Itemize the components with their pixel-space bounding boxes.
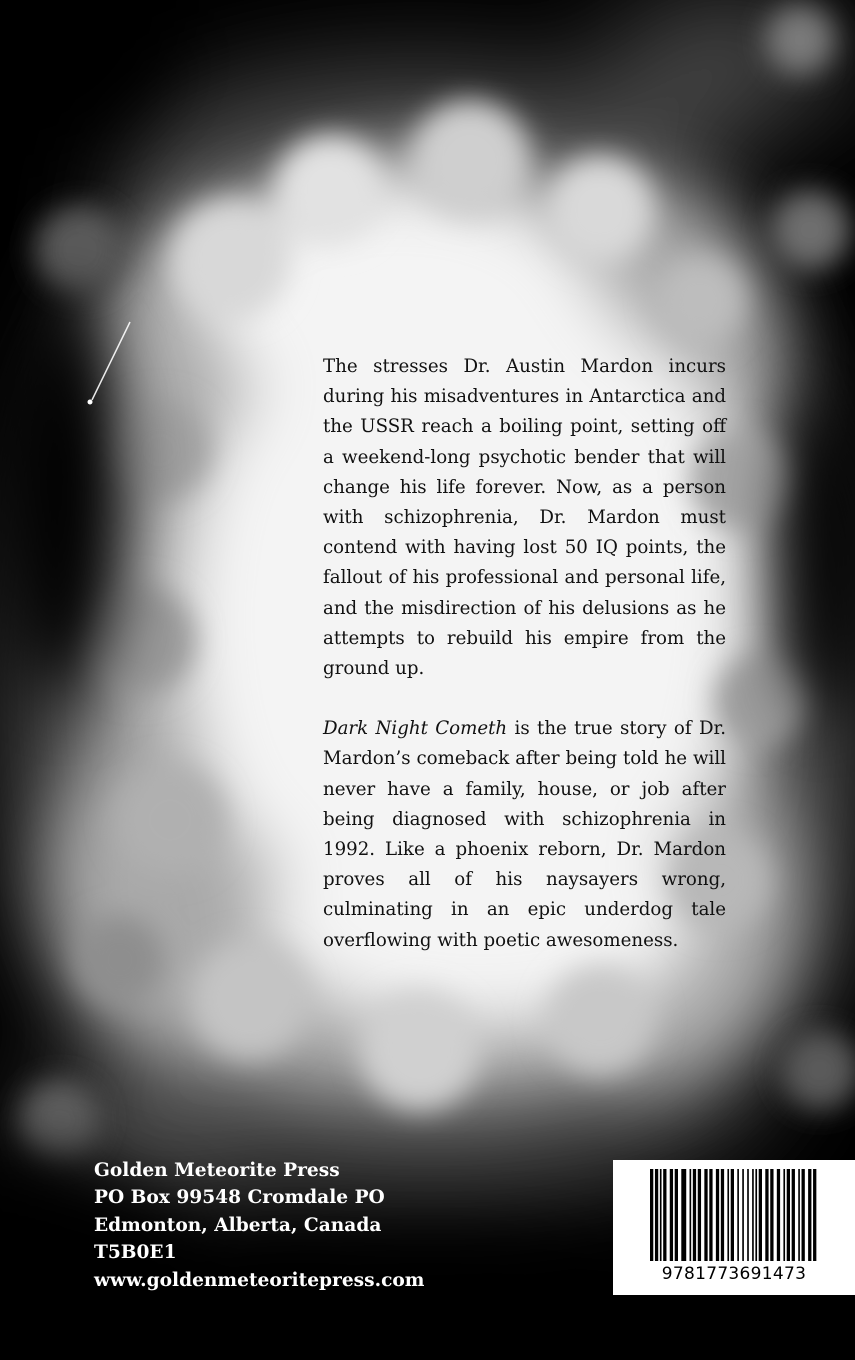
barcode-bar: [675, 1169, 678, 1261]
barcode-bar: [752, 1169, 754, 1261]
barcode-bar: [721, 1169, 724, 1261]
barcode-bar: [731, 1169, 734, 1261]
barcode-bar: [792, 1169, 795, 1261]
barcode-bar: [737, 1169, 739, 1261]
barcode-bar: [681, 1169, 686, 1261]
book-title: Dark Night Cometh: [323, 718, 508, 740]
barcode-bar: [802, 1169, 805, 1261]
barcode-bar: [709, 1169, 712, 1261]
blurb-paragraph-1: The stresses Dr. Austin Mardon incurs during his misadventures in Antarctica and the USSR reach a boiling point, setting off a weekend-long psychotic bender that will change his life forever. Now, as a person with schizophrenia, Dr. Mardon must contend with having lost 50 IQ points, the fallout of his professional and personal life, and the misdirection of his delusions as he attempts to rebuild his empire from the ground up.: [323, 356, 726, 680]
barcode-bar: [698, 1169, 701, 1261]
barcode-bar: [660, 1169, 662, 1261]
barcode-bar: [798, 1169, 800, 1261]
blurb-text: [323, 352, 726, 956]
barcode-bar: [755, 1169, 757, 1261]
isbn-number: 9781773691473: [661, 1264, 807, 1284]
barcode-bar: [808, 1169, 811, 1261]
publisher-city: Edmonton, Alberta, Canada: [94, 1214, 382, 1236]
publisher-name: Golden Meteorite Press: [94, 1160, 340, 1181]
barcode-bar: [650, 1169, 653, 1261]
publisher-website: www.goldenmeteoritepress.com: [94, 1269, 425, 1291]
barcode-bar: [655, 1169, 658, 1261]
barcode-bar: [813, 1169, 816, 1261]
blurb-paragraph-2: [323, 714, 726, 956]
barcode-bar: [704, 1169, 707, 1261]
barcode-bar: [693, 1169, 696, 1261]
barcode-bar: [727, 1169, 729, 1261]
barcode-bar: [716, 1169, 719, 1261]
barcode-bar: [777, 1169, 780, 1261]
publisher-postal-code: T5B0E1: [94, 1242, 177, 1264]
barcode-icon: [650, 1169, 818, 1261]
barcode-bar: [747, 1169, 749, 1261]
blurb-paragraph-2-text: is the true story of Dr. Mardon’s comeback after being told he will never have a family, house, or job after being diagnosed with schizophrenia in 1992. Like a phoenix reborn, Dr. Mardon proves all of his naysayers wrong, culminating in an epic underdog tale overflowing with poetic awesomeness.: [323, 718, 727, 951]
barcode-bar: [663, 1169, 666, 1261]
barcode-bar: [765, 1169, 768, 1261]
barcode-bar: [787, 1169, 790, 1261]
publisher-address: [94, 1157, 514, 1294]
barcode-bar: [770, 1169, 773, 1261]
barcode-box: [613, 1160, 855, 1295]
publisher-po-box: PO Box 99548 Cromdale PO: [94, 1187, 385, 1209]
barcode-bar: [742, 1169, 744, 1261]
barcode-bar: [670, 1169, 673, 1261]
barcode-bar: [759, 1169, 762, 1261]
barcode-bar: [783, 1169, 785, 1261]
barcode-bar: [690, 1169, 692, 1261]
